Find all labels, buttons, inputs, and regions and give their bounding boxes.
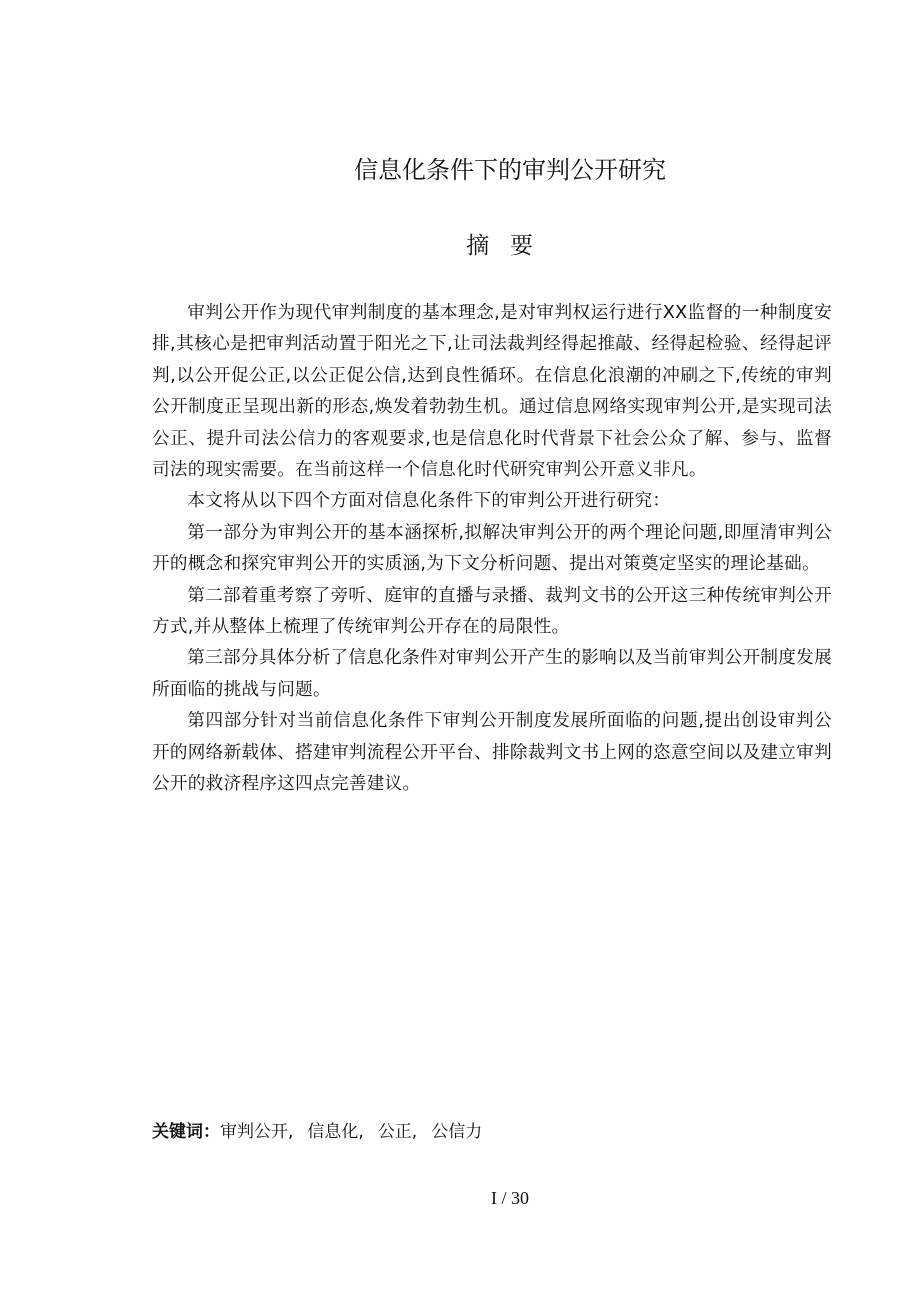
keyword: 审判公开, [220, 1122, 294, 1142]
abstract-paragraph: 第三部分具体分析了信息化条件对审判公开产生的影响以及当前审判公开制度发展所面临的挑战与问题。 [152, 648, 832, 700]
keyword: 公信力 [431, 1122, 483, 1142]
abstract-body [152, 298, 832, 801]
abstract-paragraph: 审判公开作为现代审判制度的基本理念,是对审判权运行进行XX监督的一种制度安排,其核心是把审判活动置于阳光之下,让司法裁判经得起推敲、经得起检验、经得起评判,以公开促公正,以公正促公信,达到良性循环。在信息化浪潮的冲刷之下,传统的审判公开制度正呈现出新的形态,焕发着勃勃生机。通过信息网络实现审判公开,是实现司法公正、提升司法公信力的客观要求,也是信息化时代背景下社会公众了解、参与、监督司法的现实需要。在当前这样一个信息化时代研究审判公开意义非凡。 [152, 303, 832, 481]
abstract-paragraph: 第二部着重考察了旁听、庭审的直播与录播、裁判文书的公开这三种传统审判公开方式,并从整体上梳理了传统审判公开存在的局限性。 [152, 585, 832, 638]
abstract-paragraph: 本文将从以下四个方面对信息化条件下的审判公开进行研究： [187, 491, 671, 512]
document-title: 信息化条件下的审判公开研究 [354, 156, 666, 184]
abstract-paragraph: 第四部分针对当前信息化条件下审判公开制度发展所面临的问题,提出创设审判公开的网络新载体、搭建审判流程公开平台、排除裁判文书上网的恣意空间以及建立审判公开的救济程序这四点完善建议。 [152, 711, 832, 795]
abstract-heading: 摘要 [466, 233, 554, 259]
page-number: I / 30 [491, 1188, 529, 1208]
keyword: 信息化, [307, 1122, 364, 1142]
keywords-label: 关键词： [152, 1122, 220, 1142]
keyword: 公正, [377, 1122, 418, 1142]
abstract-paragraph: 第一部分为审判公开的基本涵探析,拟解决审判公开的两个理论问题,即厘清审判公开的概念和探究审判公开的实质涵,为下文分析问题、提出对策奠定坚实的理论基础。 [152, 522, 832, 575]
keywords-line [152, 1117, 496, 1142]
